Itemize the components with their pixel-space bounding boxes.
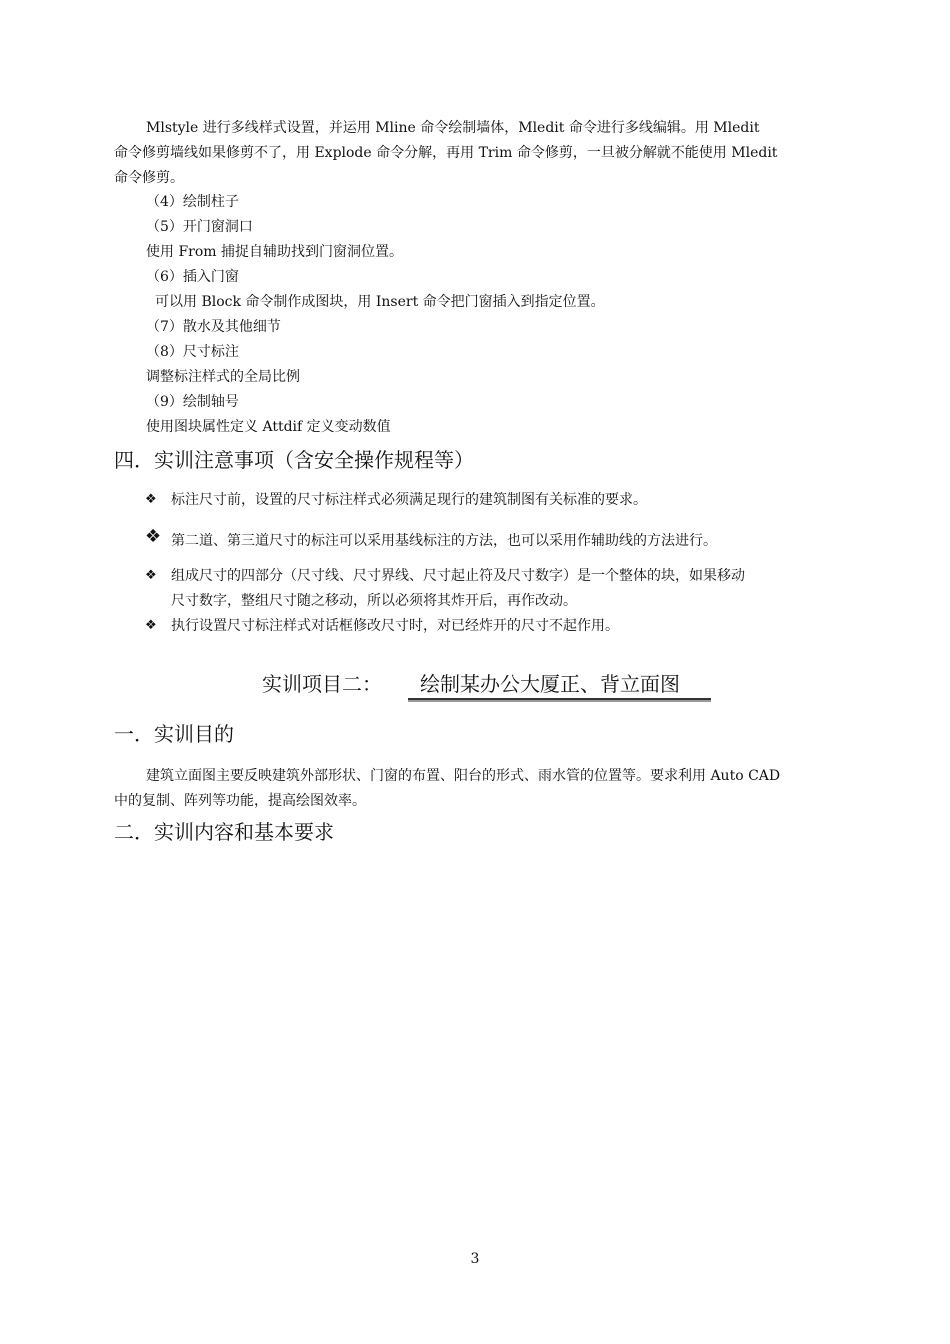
diamond-bullet-icon: ❖ xyxy=(145,618,157,633)
step-6: （6）插入门窗 xyxy=(146,269,239,285)
bullet-text: 第二道、第三道尺寸的标注可以采用基线标注的方法，也可以采用作辅助线的方法进行。 xyxy=(171,533,717,549)
page-number: 3 xyxy=(470,1251,480,1267)
section-2-heading: 二．实训内容和基本要求 xyxy=(114,820,334,844)
project-2-label: 实训项目二： xyxy=(262,672,382,696)
step-5: （5）开门窗洞口 xyxy=(146,219,253,235)
step-5-note: 使用 From 捕捉自辅助找到门窗洞位置。 xyxy=(146,244,404,260)
bullet-text: 组成尺寸的四部分（尺寸线、尺寸界线、尺寸起止符及尺寸数字）是一个整体的块，如果移动 xyxy=(171,568,745,584)
step-4: （4）绘制柱子 xyxy=(146,194,239,210)
diamond-bullet-icon: ❖ xyxy=(145,492,157,507)
step-7: （7）散水及其他细节 xyxy=(146,319,281,335)
project-2-name: 绘制某办公大厦正、背立面图 xyxy=(408,670,711,700)
paragraph-line: 命令修剪。 xyxy=(114,170,184,186)
diamond-bullet-icon: ❖ xyxy=(145,526,162,547)
bullet-text: 尺寸数字，整组尺寸随之移动，所以必须将其炸开后，再作改动。 xyxy=(171,593,577,609)
paragraph-line: 建筑立面图主要反映建筑外部形状、门窗的布置、阳台的形式、雨水管的位置等。要求利用 Auto CAD xyxy=(146,768,781,784)
bullet-text: 执行设置尺寸标注样式对话框修改尺寸时，对已经炸开的尺寸不起作用。 xyxy=(171,618,619,634)
paragraph-line: 中的复制、阵列等功能，提高绘图效率。 xyxy=(114,793,366,809)
step-9: （9）绘制轴号 xyxy=(146,394,239,410)
step-8-note: 调整标注样式的全局比例 xyxy=(146,369,300,385)
step-6-note: 可以用 Block 命令制作成图块，用 Insert 命令把门窗插入到指定位置。 xyxy=(155,294,605,310)
step-9-note: 使用图块属性定义 Attdif 定义变动数值 xyxy=(146,419,391,435)
paragraph-line: Mlstyle 进行多线样式设置，并运用 Mline 命令绘制墙体，Mledit 命令进行多线编辑。用 Mledit xyxy=(146,120,760,136)
diamond-bullet-icon: ❖ xyxy=(145,568,157,583)
section-4-heading: 四．实训注意事项（含安全操作规程等） xyxy=(114,448,474,472)
paragraph-line: 命令修剪墙线如果修剪不了，用 Explode 命令分解，再用 Trim 命令修剪，一旦被分解就不能使用 Mledit xyxy=(114,145,778,161)
section-1-heading: 一．实训目的 xyxy=(114,722,234,746)
bullet-text: 标注尺寸前，设置的尺寸标注样式必须满足现行的建筑制图有关标准的要求。 xyxy=(171,492,647,508)
step-8: （8）尺寸标注 xyxy=(146,344,239,360)
